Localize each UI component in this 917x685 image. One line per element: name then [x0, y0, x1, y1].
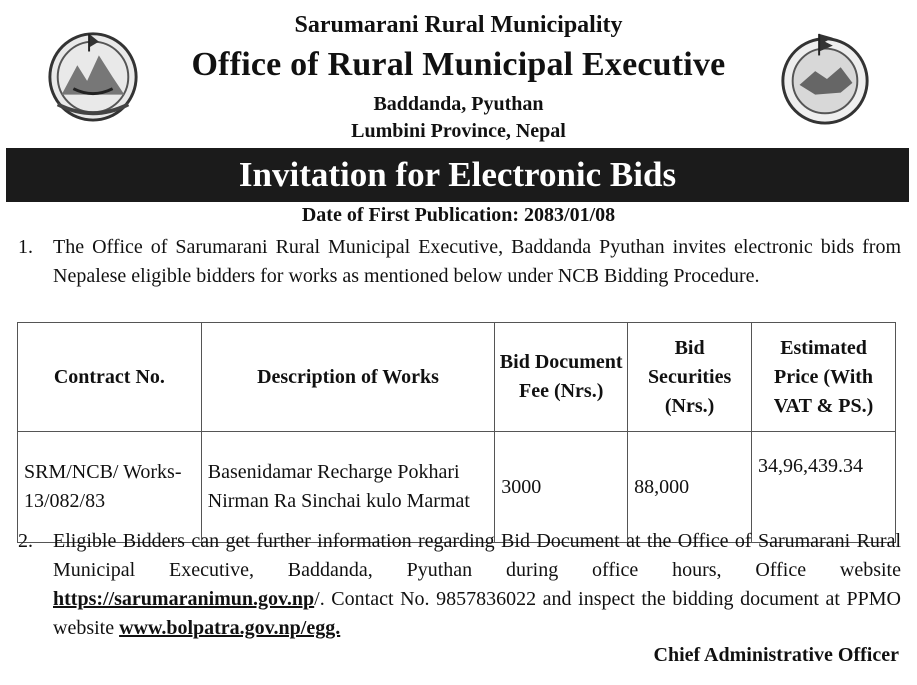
col-header-description: Description of Works	[201, 323, 494, 432]
ppmo-website-link[interactable]: www.bolpatra.gov.np/egg.	[119, 617, 341, 639]
address-line-1: Baddanda, Pyuthan	[373, 93, 544, 115]
paragraph-1-text: The Office of Sarumarani Rural Municipal Executive, Baddanda Pyuthan invites electronic bids from Nepalese eligible bidders for works as mentioned below under NCB Bidding Procedure.	[53, 236, 901, 287]
municipality-name: Sarumarani Rural Municipality	[294, 12, 623, 38]
notice-title-banner: Invitation for Electronic Bids	[6, 148, 909, 202]
municipality-website-link[interactable]: https://sarumaranimun.gov.np	[53, 588, 315, 610]
paragraph-2-text	[53, 527, 901, 643]
cell-contract-no: SRM/NCB/ Works-13/082/83	[18, 432, 202, 543]
publication-date: Date of First Publication: 2083/01/08	[301, 204, 616, 226]
paragraph-2-text-b: /. Contact No. 9857836022 and inspect the bidding document at PPMO website	[53, 588, 901, 639]
bids-table	[17, 322, 896, 543]
cell-securities: 88,000	[628, 432, 752, 543]
paragraph-2-text-a: Eligible Bidders can get further information regarding Bid Document at the Office of Sarumarani Rural Municipal Executive, Baddanda, Pyuthan during office hours, Office website	[53, 530, 901, 581]
signatory-title: Chief Administrative Officer	[653, 644, 899, 666]
col-header-securities: Bid Securities (Nrs.)	[628, 323, 752, 432]
col-header-fee: Bid Document Fee (Nrs.)	[495, 323, 628, 432]
col-header-price: Estimated Price (With VAT & PS.)	[752, 323, 896, 432]
paragraph-1-number: 1.	[18, 236, 33, 258]
table-header-row	[18, 323, 896, 432]
office-name: Office of Rural Municipal Executive	[191, 46, 726, 83]
cell-price: 34,96,439.34	[752, 432, 896, 543]
table-row	[18, 432, 896, 543]
address-line-2: Lumbini Province, Nepal	[351, 120, 566, 142]
cell-fee: 3000	[495, 432, 628, 543]
paragraph-2	[18, 527, 901, 643]
cell-description: Basenidamar Recharge Pokhari Nirman Ra Sinchai kulo Marmat	[201, 432, 494, 543]
paragraph-2-number: 2.	[18, 530, 33, 552]
paragraph-1	[18, 233, 901, 291]
col-header-contract-no: Contract No.	[18, 323, 202, 432]
